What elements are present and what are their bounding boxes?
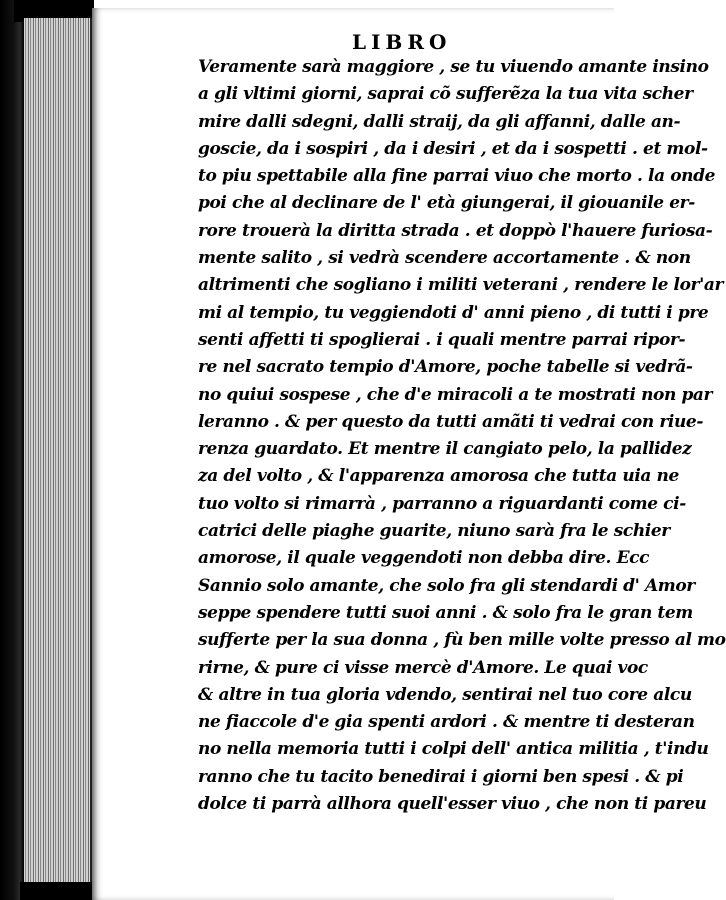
- text-line: seppe spendere tutti suoi anni . & solo fra le gran tem: [198, 602, 693, 623]
- text-line: mente salito , si vedrà scendere accortamente . & non: [198, 248, 691, 269]
- text-line: no quiui sospese , che d'e miracoli a te mostrati non par: [198, 384, 713, 405]
- text-line: leranno . & per questo da tutti amãti ti vedrai con riue-: [198, 411, 703, 432]
- text-line: mi al tempio, tu veggiendoti d' anni pieno , di tutti i pre: [198, 302, 709, 323]
- text-line: re nel sacrato tempio d'Amore, poche tabelle si vedrã-: [198, 357, 693, 378]
- text-line: catrici delle piaghe guarite, niuno sarà fra le schier: [198, 521, 670, 542]
- text-line: amorose, il quale veggendoti non debba dire. Ecc: [198, 548, 650, 569]
- page-edge-bottom-shadow: [20, 882, 100, 900]
- text-line: za del volto , & l'apparenza amorosa che tutta uia ne: [198, 466, 679, 487]
- text-line: dolce ti parrà allhora quell'esser viuo , che non ti pareu: [198, 794, 707, 815]
- text-line: & altre in tua gloria vdendo, sentirai nel tuo core alcu: [198, 684, 692, 705]
- text-line: goscie, da i sospiri , da i desiri , et da i sospetti . et mol-: [198, 138, 708, 159]
- text-line: tuo volto si rimarrà , parranno a riguardanti come ci-: [198, 493, 686, 514]
- text-line: Sannio solo amante, che solo fra gli stendardi d' Amor: [198, 575, 695, 596]
- text-line: Veramente sarà maggiore , se tu viuendo amante insino: [198, 57, 709, 77]
- text-line: rirne, & pure ci visse mercè d'Amore. Le quai voc: [198, 657, 648, 678]
- text-line: senti affetti ti spoglierai . i quali mentre parrai ripor-: [198, 329, 686, 350]
- text-line: renza guardato. Et mentre il cangiato pelo, la pallidez: [198, 439, 692, 460]
- text-line: rore trouerà la diritta strada . et doppò l'hauere furiosa-: [198, 220, 713, 241]
- running-head: LIBRO: [352, 30, 452, 54]
- text-line: poi che al declinare de l' età giungerai, il giouanile er-: [198, 193, 695, 214]
- text-line: mire dalli sdegni, dalli straij, da gli affanni, dalle an-: [198, 111, 681, 132]
- text-line: altrimenti che sogliano i militi veterani , rendere le lor'ar: [198, 275, 724, 296]
- book-gutter: [0, 0, 24, 900]
- text-line: ranno che tu tacito benedirai i giorni ben spesi . & pi: [198, 766, 684, 787]
- text-line: sufferte per la sua donna , fù ben mille volte presso al mo: [198, 630, 726, 651]
- text-line: no nella memoria tutti i colpi dell' antica militia , t'indu: [198, 739, 709, 760]
- page-edges: [24, 18, 92, 884]
- body-text: [198, 54, 726, 818]
- text-line: to piu spettabile alla fine parrai viuo che morto . la onde: [198, 166, 716, 187]
- text-line: ne fiaccole d'e gia spenti ardori . & mentre ti desteran: [198, 712, 695, 733]
- text-line: a gli vltimi giorni, saprai cõ sufferẽza la tua vita scher: [198, 84, 693, 105]
